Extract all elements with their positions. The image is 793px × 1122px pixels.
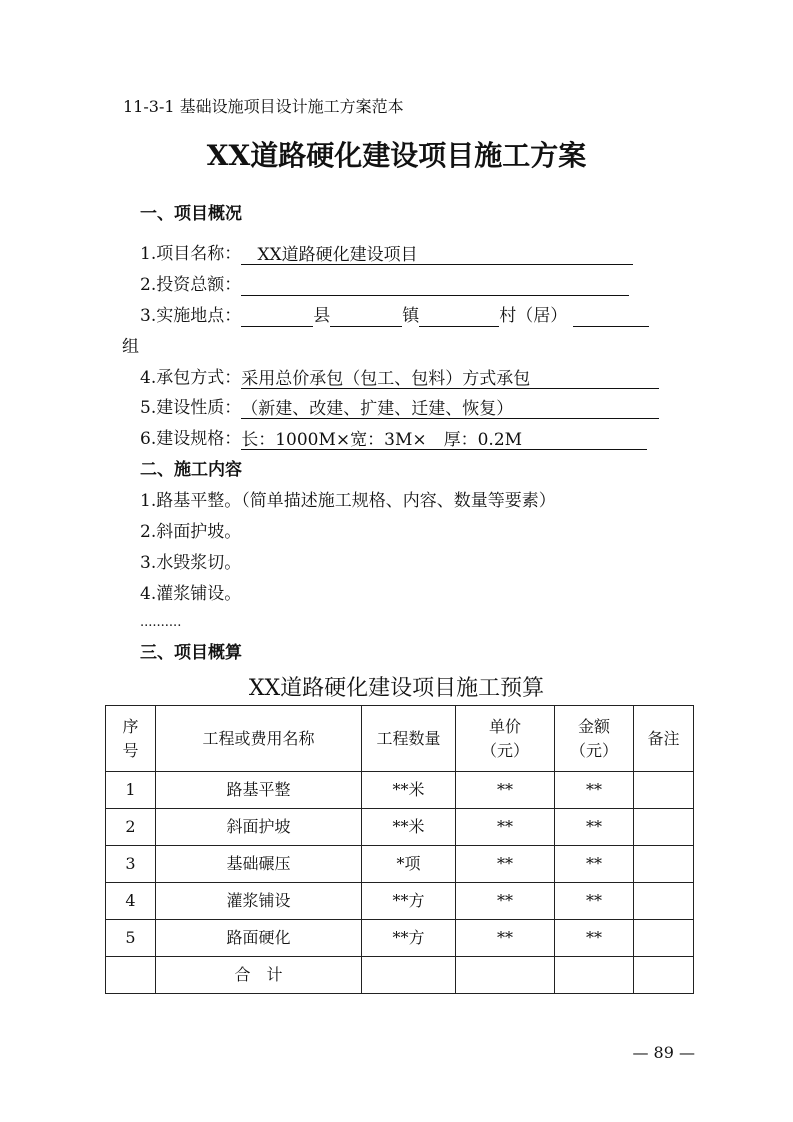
table-cell [456, 957, 555, 994]
item-location [140, 305, 649, 327]
county-field [241, 306, 313, 327]
table-cell: ** [555, 883, 634, 920]
village-label: 村（居） [499, 306, 568, 326]
table-cell: *项 [362, 846, 456, 883]
investment-field [241, 275, 629, 296]
value: XX道路硬化建设项目 [257, 245, 418, 265]
table-row [106, 957, 694, 994]
contract-type-field [241, 368, 659, 389]
table-cell: 路基平整 [156, 772, 362, 809]
spec-field [241, 429, 647, 450]
content-item: 3.水毁浆切。 [140, 553, 242, 573]
table-cell: **米 [362, 772, 456, 809]
header-cell: 备注 [634, 706, 694, 772]
group-label: 组 [122, 337, 139, 357]
header-cell: 金额（元） [555, 706, 634, 772]
table-cell [555, 957, 634, 994]
table-cell: ** [456, 920, 555, 957]
nature-field [241, 398, 659, 419]
item-nature [140, 397, 659, 419]
item-contract-type [140, 367, 659, 389]
group-field [573, 306, 649, 327]
section-heading-3: 三、项目概算 [140, 643, 242, 663]
town-label: 镇 [402, 306, 420, 326]
value: 采用总价承包（包工、包料）方式承包 [241, 369, 531, 389]
table-cell: 4 [106, 883, 156, 920]
table-cell: ** [456, 772, 555, 809]
village-field [419, 306, 499, 327]
label: 4.承包方式： [140, 368, 242, 388]
label: 1.项目名称： [140, 244, 242, 264]
content-item: 4.灌浆铺设。 [140, 584, 242, 604]
table-cell: **方 [362, 883, 456, 920]
table-cell: 基础碾压 [156, 846, 362, 883]
item-spec [140, 428, 647, 450]
document-title: XX道路硬化建设项目施工方案 [206, 139, 587, 172]
table-cell [634, 957, 694, 994]
label: 2.投资总额： [140, 275, 242, 295]
table-cell: ** [555, 846, 634, 883]
label: 5.建设性质： [140, 398, 242, 418]
content-item: 2.斜面护坡。 [140, 522, 242, 542]
table-cell: **方 [362, 920, 456, 957]
label: 3.实施地点： [140, 306, 242, 326]
table-row [106, 846, 694, 883]
page-number: — 89 — [632, 1043, 695, 1062]
table-cell [634, 883, 694, 920]
table-cell: 斜面护坡 [156, 809, 362, 846]
table-cell: 1 [106, 772, 156, 809]
page-header: 11-3-1 基础设施项目设计施工方案范本 [123, 97, 404, 116]
table-cell: ** [456, 846, 555, 883]
table-cell: ** [555, 772, 634, 809]
table-cell: ** [555, 920, 634, 957]
label: 6.建设规格： [140, 429, 242, 449]
table-cell [634, 846, 694, 883]
table-cell: ** [456, 809, 555, 846]
table-cell: 2 [106, 809, 156, 846]
item-investment [140, 274, 629, 296]
item-project-name [140, 243, 633, 265]
table-row [106, 883, 694, 920]
section-heading-1: 一、项目概况 [140, 204, 242, 224]
table-row [106, 809, 694, 846]
table-row [106, 920, 694, 957]
table-cell: **米 [362, 809, 456, 846]
table-cell [634, 920, 694, 957]
header-cell: 序号 [106, 706, 156, 772]
table-cell: ** [555, 809, 634, 846]
budget-table [105, 705, 694, 994]
value: 长：1000M×宽：3M× 厚：0.2M [241, 430, 523, 450]
table-cell: 路面硬化 [156, 920, 362, 957]
header-cell: 单价（元） [456, 706, 555, 772]
table-cell [634, 809, 694, 846]
county-label: 县 [313, 306, 331, 326]
project-name-field [241, 244, 633, 265]
value: （新建、改建、扩建、迁建、恢复） [241, 399, 514, 419]
section-heading-2: 二、施工内容 [140, 460, 242, 480]
content-ellipsis: .......... [140, 615, 182, 630]
table-header-row [106, 706, 694, 772]
table-cell [106, 957, 156, 994]
table-cell [634, 772, 694, 809]
content-item: 1.路基平整。（简单描述施工规格、内容、数量等要素） [140, 491, 556, 511]
table-row [106, 772, 694, 809]
table-cell: 5 [106, 920, 156, 957]
table-cell: ** [456, 883, 555, 920]
table-cell: 3 [106, 846, 156, 883]
header-cell: 工程或费用名称 [156, 706, 362, 772]
table-cell: 合 计 [156, 957, 362, 994]
table-cell [362, 957, 456, 994]
town-field [330, 306, 402, 327]
table-title: XX道路硬化建设项目施工预算 [248, 676, 545, 701]
table-cell: 灌浆铺设 [156, 883, 362, 920]
header-cell: 工程数量 [362, 706, 456, 772]
